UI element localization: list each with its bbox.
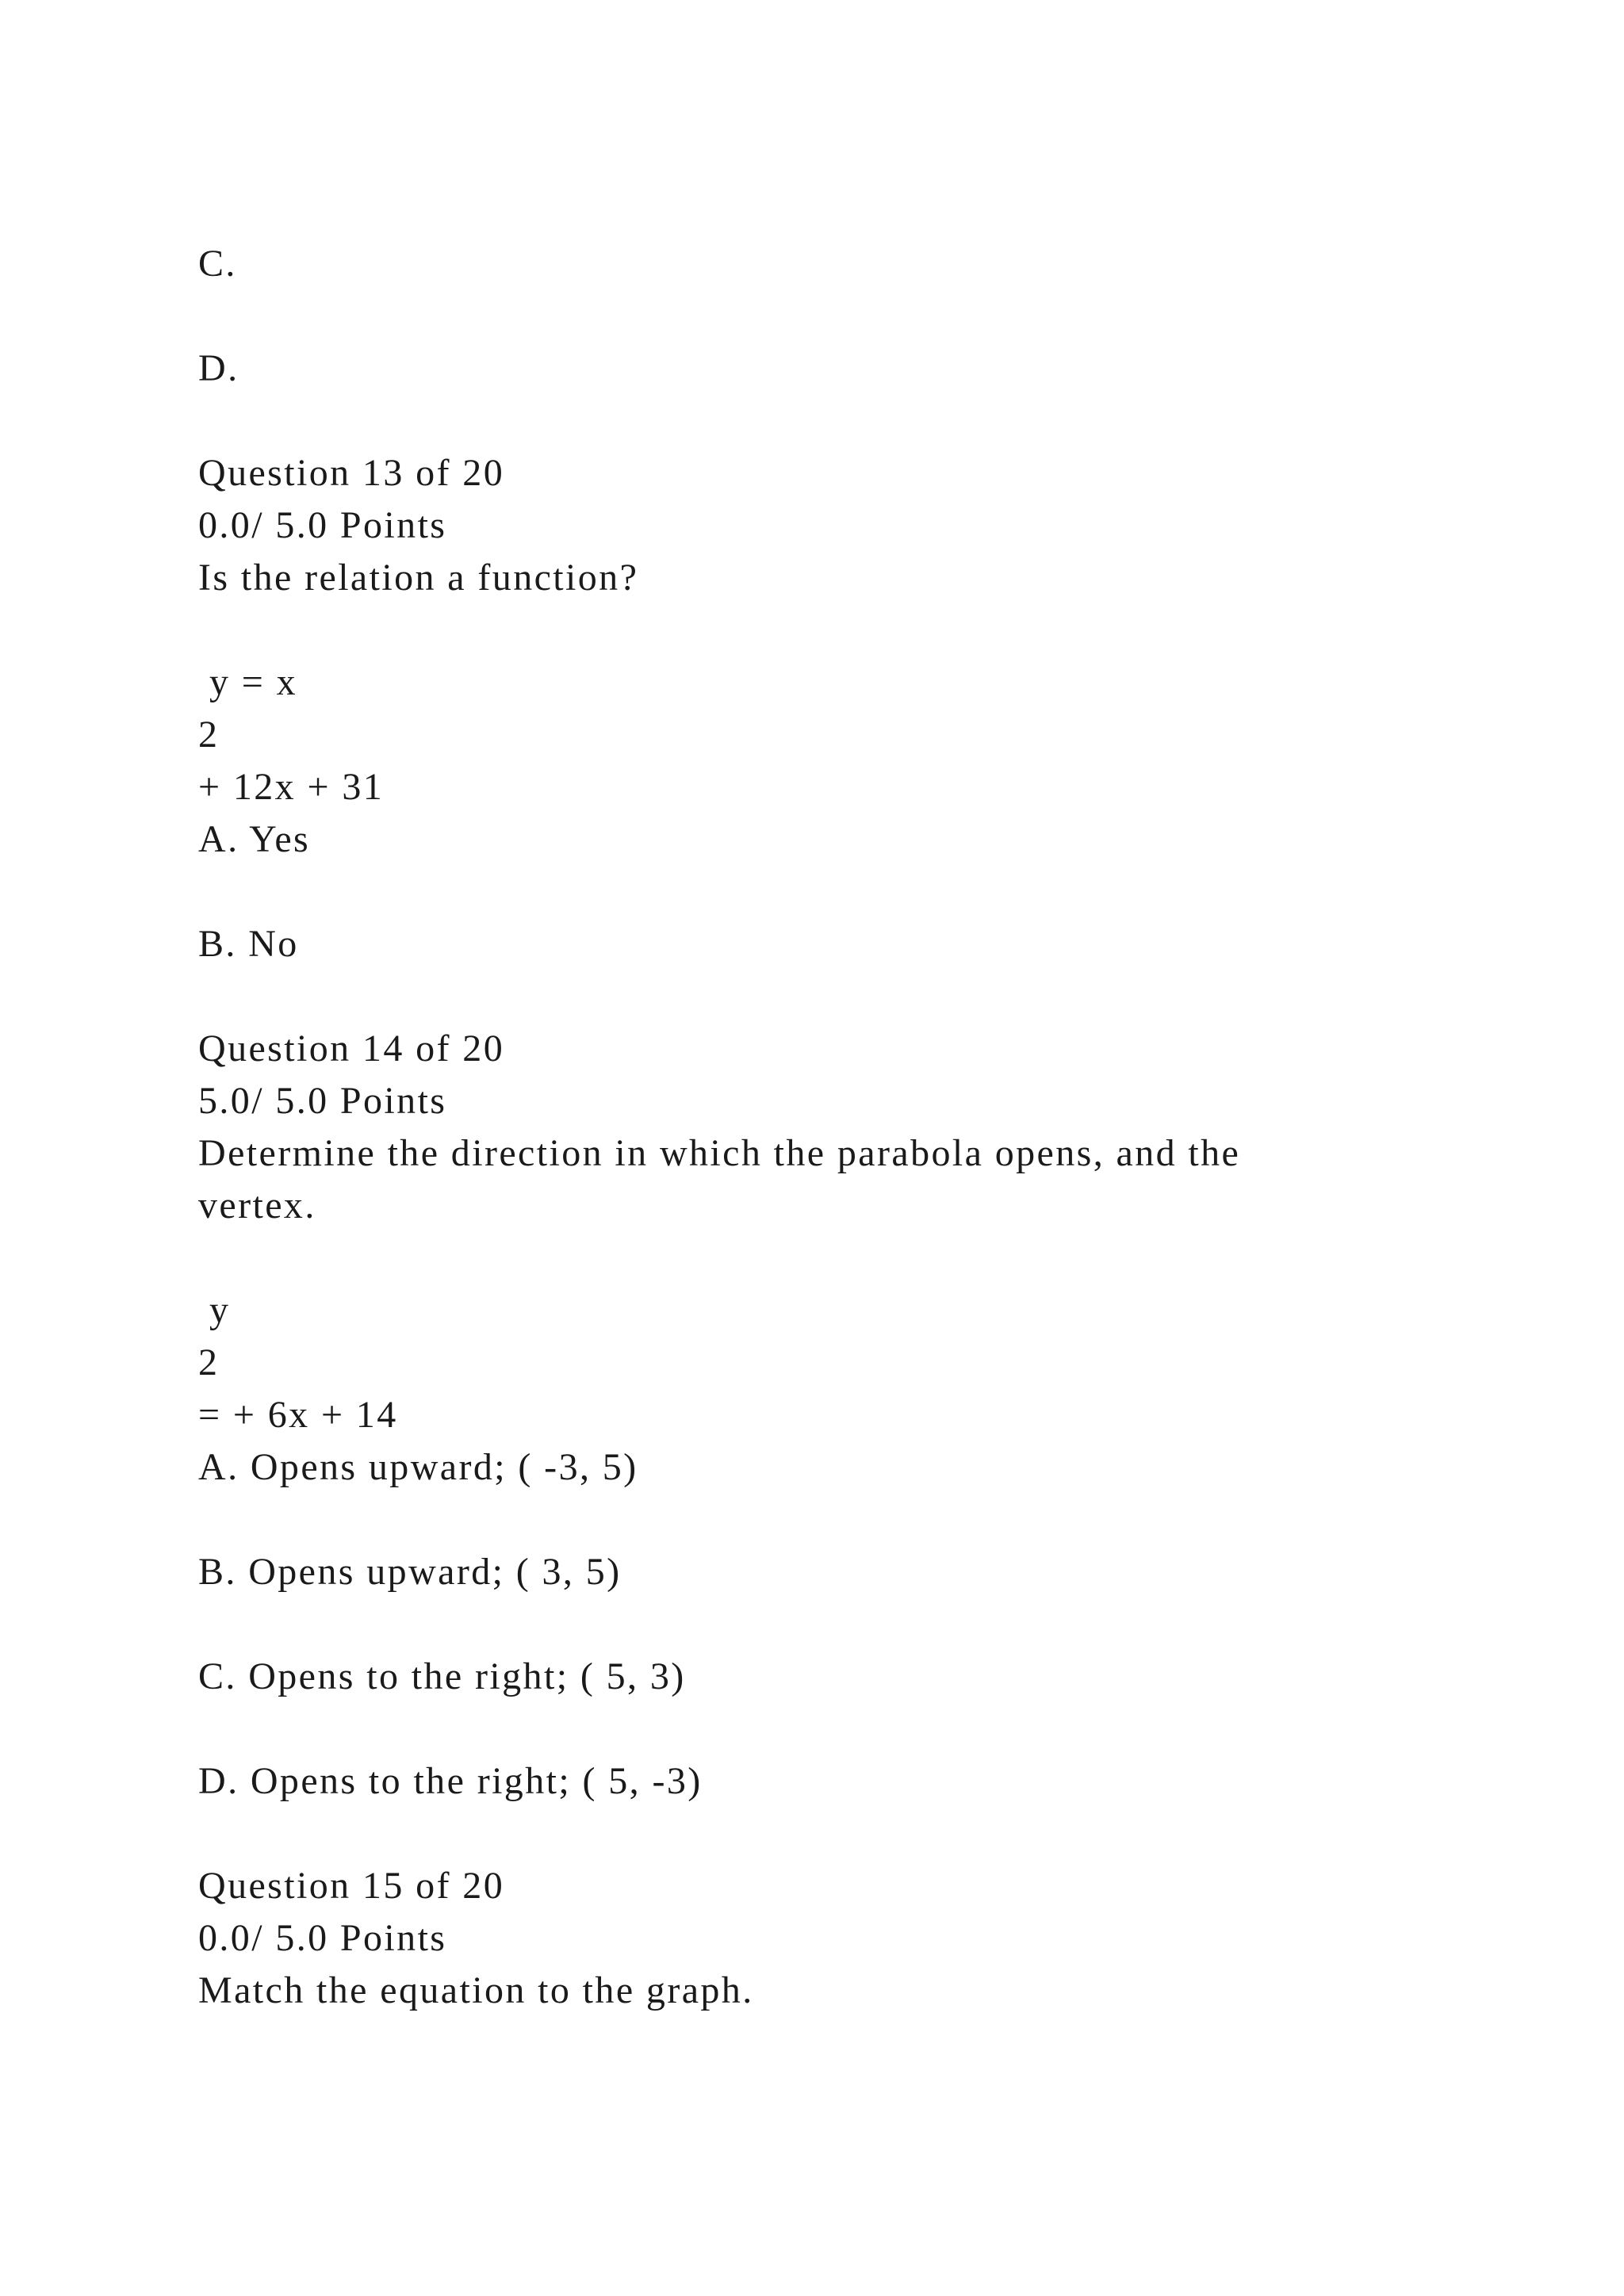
answer-option-a[interactable]: A. Yes [198, 818, 311, 860]
question-header: Question 15 of 20 [198, 1865, 505, 1907]
question-prompt: Determine the direction in which the parabola opens, and the [198, 1132, 1241, 1174]
question-points: 0.0/ 5.0 Points [198, 504, 447, 546]
question-header: Question 14 of 20 [198, 1027, 505, 1070]
equation-line: 2 [198, 714, 220, 756]
spacer [198, 1808, 1435, 1860]
spacer [198, 1232, 1435, 1284]
equation-line: + 12x + 31 [198, 766, 385, 808]
spacer [198, 970, 1435, 1023]
prev-option-c: C. [198, 243, 237, 285]
equation-line: 2 [198, 1341, 220, 1383]
question-points: 0.0/ 5.0 Points [198, 1917, 447, 1959]
spacer [198, 395, 1435, 447]
spacer [198, 290, 1435, 342]
question-prompt: Is the relation a function? [198, 557, 639, 599]
equation-line: y = x [209, 661, 298, 703]
answer-option-c[interactable]: C. Opens to the right; ( 5, 3) [198, 1655, 686, 1697]
answer-option-d[interactable]: D. Opens to the right; ( 5, -3) [198, 1760, 703, 1802]
question-14 [198, 1023, 1435, 1808]
spacer [198, 1703, 1435, 1755]
question-15 [198, 1860, 1435, 2017]
question-header: Question 13 of 20 [198, 452, 505, 494]
spacer [198, 604, 1435, 656]
question-points: 5.0/ 5.0 Points [198, 1080, 447, 1122]
answer-option-b[interactable]: B. Opens upward; ( 3, 5) [198, 1551, 622, 1593]
prev-option-d: D. [198, 347, 239, 389]
question-prompt: Match the equation to the graph. [198, 1969, 754, 2011]
equation-line: y [209, 1289, 231, 1331]
spacer [198, 866, 1435, 918]
question-prompt-continued: vertex. [198, 1184, 316, 1226]
answer-option-a[interactable]: A. Opens upward; ( -3, 5) [198, 1446, 638, 1488]
equation-line: = + 6x + 14 [198, 1394, 398, 1436]
question-13 [198, 447, 1435, 970]
answer-option-b[interactable]: B. No [198, 923, 299, 965]
spacer [198, 1494, 1435, 1546]
spacer [198, 1598, 1435, 1651]
document-page [198, 238, 1435, 2017]
